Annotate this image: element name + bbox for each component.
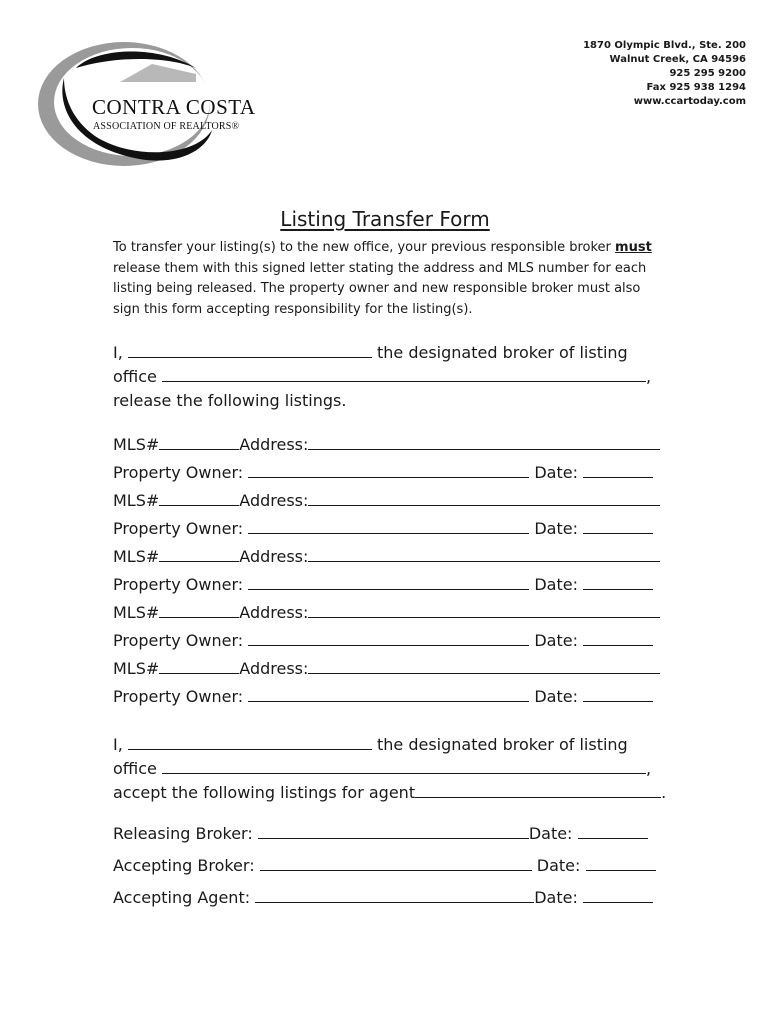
mls-field[interactable] (159, 603, 239, 618)
accept-following-label: accept the following listings for agent (113, 783, 416, 802)
release-i-label: I, (113, 343, 123, 362)
mls-row (113, 435, 660, 455)
owner-label: Property Owner: (113, 575, 244, 594)
accepting-agent-date-label: Date: (534, 888, 578, 907)
intro-line-2: release them with this signed letter stating the address and MLS number for each (113, 260, 647, 276)
accept-agent-field[interactable] (415, 783, 661, 798)
release-comma: , (646, 367, 652, 386)
logo-name: CONTRA COSTA (92, 95, 256, 119)
releasing-broker-label: Releasing Broker: (113, 824, 253, 843)
mls-label: MLS# (113, 435, 160, 454)
accept-office-line (113, 759, 651, 779)
mls-field[interactable] (159, 491, 239, 506)
owner-row (113, 687, 653, 707)
release-designated-label: the designated broker of listing (377, 343, 628, 362)
date-field[interactable] (583, 687, 653, 702)
owner-label: Property Owner: (113, 687, 244, 706)
address-field[interactable] (308, 491, 660, 506)
accepting-agent-label: Accepting Agent: (113, 888, 251, 907)
mls-label: MLS# (113, 659, 160, 678)
mls-label: MLS# (113, 547, 160, 566)
mls-field[interactable] (159, 547, 239, 562)
intro-must: must (615, 240, 652, 255)
accept-period: . (661, 783, 667, 802)
release-office-field[interactable] (162, 367, 646, 382)
date-field[interactable] (583, 519, 653, 534)
mls-label: MLS# (113, 491, 160, 510)
date-label: Date: (534, 463, 578, 482)
date-label: Date: (534, 575, 578, 594)
release-office-label: office (113, 367, 157, 386)
phone-number: 925 295 9200 (669, 68, 746, 79)
city-address: Walnut Creek, CA 94596 (609, 54, 746, 65)
releasing-date-field[interactable] (578, 824, 648, 839)
intro-paragraph (113, 238, 658, 320)
release-office-line (113, 367, 651, 387)
accept-agent-line (113, 783, 666, 803)
accept-broker-line (113, 735, 628, 755)
releasing-date-label: Date: (528, 824, 573, 843)
address-field[interactable] (308, 659, 660, 674)
intro-line-1: To transfer your listing(s) to the new office, your previous responsible broker (113, 240, 616, 255)
logo-subtitle: ASSOCIATION OF REALTORS® (93, 121, 240, 132)
accept-designated-label: the designated broker of listing (377, 735, 628, 754)
address-label: Address: (239, 603, 309, 622)
address-field[interactable] (308, 435, 660, 450)
address-label: Address: (239, 491, 309, 510)
owner-row (113, 631, 653, 651)
accept-office-field[interactable] (162, 759, 646, 774)
intro-line-3: listing being released. The property owner and new responsible broker must also (113, 281, 641, 296)
street-address: 1870 Olympic Blvd., Ste. 200 (583, 40, 746, 51)
address-field[interactable] (308, 547, 660, 562)
address-label: Address: (239, 547, 309, 566)
owner-row (113, 463, 653, 483)
owner-field[interactable] (248, 631, 529, 646)
release-following-text: release the following listings. (113, 391, 347, 410)
accept-broker-name-field[interactable] (128, 735, 372, 750)
owner-row (113, 575, 653, 595)
accepting-agent-row (113, 888, 653, 908)
accept-comma: , (646, 759, 652, 778)
mls-row (113, 547, 660, 567)
date-field[interactable] (583, 575, 653, 590)
accepting-broker-date-field[interactable] (586, 856, 656, 871)
accept-office-label: office (113, 759, 157, 778)
accepting-broker-label: Accepting Broker: (113, 856, 255, 875)
owner-field[interactable] (248, 519, 529, 534)
date-label: Date: (534, 519, 578, 538)
association-logo (36, 38, 256, 170)
address-label: Address: (239, 435, 309, 454)
address-block (583, 39, 746, 109)
owner-field[interactable] (248, 575, 529, 590)
intro-line-4: sign this form accepting responsibility for the listing(s). (113, 301, 473, 317)
page-title: Listing Transfer Form (280, 207, 490, 231)
fax-number: Fax 925 938 1294 (646, 82, 746, 93)
owner-label: Property Owner: (113, 519, 244, 538)
mls-row (113, 659, 660, 679)
owner-label: Property Owner: (113, 631, 244, 650)
accepting-broker-date-label: Date: (536, 856, 581, 875)
releasing-broker-field[interactable] (258, 824, 529, 839)
accepting-broker-field[interactable] (260, 856, 532, 871)
address-label: Address: (239, 659, 309, 678)
accept-i-label: I, (113, 735, 123, 754)
date-label: Date: (534, 687, 578, 706)
mls-row (113, 603, 660, 623)
mls-field[interactable] (159, 659, 239, 674)
mls-row (113, 491, 660, 511)
date-label: Date: (534, 631, 578, 650)
owner-field[interactable] (248, 687, 529, 702)
mls-label: MLS# (113, 603, 160, 622)
date-field[interactable] (583, 463, 653, 478)
date-field[interactable] (583, 631, 653, 646)
accepting-agent-date-field[interactable] (583, 888, 653, 903)
owner-field[interactable] (248, 463, 529, 478)
owner-label: Property Owner: (113, 463, 244, 482)
mls-field[interactable] (159, 435, 239, 450)
accepting-agent-field[interactable] (255, 888, 534, 903)
address-field[interactable] (308, 603, 660, 618)
release-broker-line (113, 343, 628, 363)
owner-row (113, 519, 653, 539)
website-link[interactable]: www.ccartoday.com (633, 96, 746, 107)
accepting-broker-row (113, 856, 656, 876)
releasing-broker-row (113, 824, 648, 844)
release-broker-name-field[interactable] (128, 343, 372, 358)
